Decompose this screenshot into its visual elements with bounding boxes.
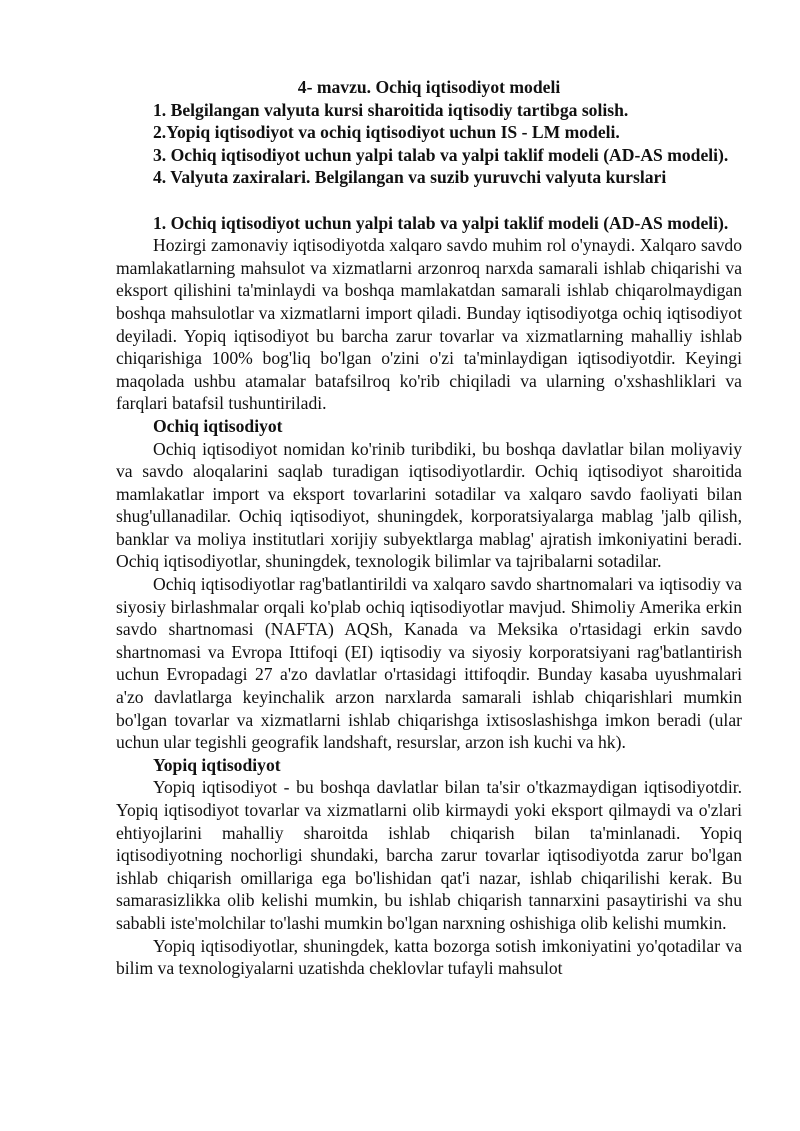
document-title: 4- mavzu. Ochiq iqtisodiyot modeli bbox=[297, 77, 561, 97]
closed-economy-heading: Yopiq iqtisodiyot bbox=[153, 754, 281, 775]
open-economy-paragraph-1: Ochiq iqtisodiyot nomidan ko'rinib turibdiki, bu boshqa davlatlar bilan moliyaviy va savdo aloqalarini saqlab turadigan iqtisodiyotlardir. Ochiq iqtisodiyot sharoitida mamlakatlar import va eksport tovarlarini sotadilar va xalqaro savdo faoliyati bilan shug'ullanadilar. Ochiq iqtisodiyot, shuningdek, korporatsiyalarga mablag 'jalb qilish, banklar va moliya institutlari xorijiy subyektlarga mablag' ajratish imkoniyatini beradi. Ochiq iqtisodiyotlar, shuningdek, texnologik bilimlar va tajribalarni sotadilar. bbox=[116, 438, 742, 572]
closed-economy-paragraph-2: Yopiq iqtisodiyotlar, shuningdek, katta bozorga sotish imkoniyatini yo'qotadilar va bilim va texnologiyalarni uzatishda cheklovlar tufayli mahsulot bbox=[116, 935, 742, 979]
open-economy-paragraph-2: Ochiq iqtisodiyotlar rag'batlantirildi va xalqaro savdo shartnomalari va iqtisodiy va siyosiy birlashmalar orqali ko'plab ochiq iqtisodiyotlar mavjud. Shimoliy Amerika erkin savdo shartnomasi (NAFTA) AQSh, Kanada va Meksika o'rtasidagi erkin savdo shartnomasi va Evropa Ittifoqi (EI) iqtisodiy va siyosiy korporatsiyani rag'batlantirish uchun Evropadagi 27 a'zo davlatlar o'rtasidagi ittifoqdir. Bunday kasaba uyushmalari a'zo davlatlarga keyinchalik arzon narxlarda samarali ishlab chiqarishlari mumkin bo'lgan tovarlar va xizmatlarni ishlab chiqarishga ixtisoslashishga imkon beradi (ular uchun ular tegishli geografik landshaft, resurslar, arzon ish kuchi va hk). bbox=[116, 574, 742, 753]
section-heading: 1. Ochiq iqtisodiyot uchun yalpi talab va yalpi taklif modeli (AD-AS modeli). bbox=[153, 212, 729, 233]
open-economy-heading: Ochiq iqtisodiyot bbox=[153, 415, 283, 436]
outline-item-4: 4. Valyuta zaxiralari. Belgilangan va suzib yuruvchi valyuta kurslari bbox=[153, 167, 667, 188]
closed-economy-paragraph-1: Yopiq iqtisodiyot - bu boshqa davlatlar bilan ta'sir o'tkazmaydigan iqtisodiyotdir. Yopiq iqtisodiyot tovarlar va xizmatlarni olib kirmaydi yoki eksport qilmaydi va o'zlari ehtiyojlarini mahalliy sharoitda ishlab chiqarish bilan ta'minlanadi. Yopiq iqtisodiyotning nochorligi shundaki, barcha zarur tovarlar iqtisodiyotda zarur bo'lgan ishlab chiqarish omillariga ega bo'lishidan qat'i nazar, ishlab chiqarilishi kerak. Bu samarasizlikka olib kelishi mumkin, bu ishlab chiqarish tannarxini pasaytirishi va shu sababli iste'molchilar to'lashi mumkin bo'lgan narxning oshishiga olib kelishi mumkin. bbox=[116, 777, 742, 933]
blank-line bbox=[116, 189, 742, 212]
outline-item-3: 3. Ochiq iqtisodiyot uchun yalpi talab va yalpi taklif modeli (AD-AS modeli). bbox=[153, 144, 729, 165]
outline-item-2: 2.Yopiq iqtisodiyot va ochiq iqtisodiyot uchun IS - LM modeli. bbox=[153, 122, 620, 143]
outline-item-1: 1. Belgilangan valyuta kursi sharoitida iqtisodiy tartibga solish. bbox=[153, 99, 629, 120]
document-body bbox=[116, 76, 742, 980]
intro-paragraph: Hozirgi zamonaviy iqtisodiyotda xalqaro savdo muhim rol o'ynaydi. Xalqaro savdo mamlakatlarning mahsulot va xizmatlarni arzonroq narxda samarali ishlab chiqarishi va eksport qilishini ta'minlaydi va boshqa mamlakatdan samarali ishlab chiqarolmaydigan boshqa mahsulotlar va xizmatlarni import qiladi. Bunday iqtisodiyotga ochiq iqtisodiyot deyiladi. Yopiq iqtisodiyot bu barcha zarur tovarlar va xizmatlarning mahalliy ishlab chiqarishiga 100% bog'liq bo'lgan o'zini o'zi ta'minlaydigan iqtisodiyotdir. Keyingi maqolada ushbu atamalar batafsilroq ko'rib chiqiladi va ularning o'xshashliklari va farqlari batafsil tushuntiriladi. bbox=[116, 235, 742, 414]
